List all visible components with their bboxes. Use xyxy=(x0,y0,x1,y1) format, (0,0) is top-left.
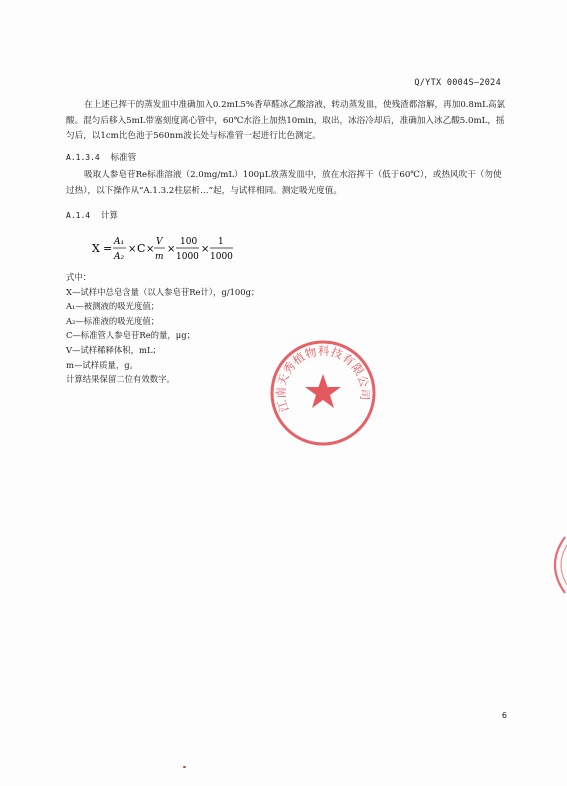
variable-definitions xyxy=(66,270,259,387)
fraction1-denominator: A₂ xyxy=(114,252,125,262)
times-sign: × xyxy=(128,244,137,255)
times-sign: × xyxy=(146,244,155,255)
section-number: A.1.4 xyxy=(66,211,91,220)
section-title: 标准管 xyxy=(110,153,137,163)
fraction4-numerator: 1 xyxy=(218,237,224,247)
standard-code: Q/YTX 0004S—2024 xyxy=(414,78,501,88)
result-note: 计算结果保留二位有效数字。 xyxy=(66,374,175,385)
definition-item: A₁—被测液的吸光度值； xyxy=(66,301,160,312)
ink-speck xyxy=(183,766,186,768)
star-icon xyxy=(305,374,341,408)
seal-text: 江南天秀植物科技有限公司 xyxy=(273,343,373,414)
page-number: 6 xyxy=(501,711,507,720)
paragraph-procedure: 在上述已挥干的蒸发皿中准确加入0.2mL5%香草醛冰乙酸溶液，转动蒸发皿，使残渣都溶解，再加0.8mL高氯酸。混匀后移入5mL带塞刻度离心管中，60℃水浴上加热10min，取出，冰浴冷却后，准确加入冰乙酸5.0mL，摇匀后，以1cm比色池于560nm波长处与标准管一起进行比色测定。 xyxy=(66,100,506,141)
formula-lhs: X xyxy=(92,242,100,255)
partial-seal-mark xyxy=(541,535,567,595)
formula-c: C xyxy=(137,242,146,255)
fraction4-denominator: 1000 xyxy=(210,252,233,262)
definitions-intro: 式中： xyxy=(66,272,92,282)
definition-item: C—标准管人参皂苷Re的量，μg； xyxy=(66,330,195,341)
section-title: 计算 xyxy=(100,211,119,221)
calculation-formula xyxy=(92,232,292,269)
company-seal-stamp xyxy=(268,338,378,448)
section-number: A.1.3.4 xyxy=(66,153,100,162)
fraction1-numerator: A₁ xyxy=(114,237,125,247)
formula-equals: = xyxy=(103,242,113,255)
times-sign: × xyxy=(167,244,176,255)
definition-item: V—试样稀释体积，mL； xyxy=(66,344,161,355)
fraction3-denominator: 1000 xyxy=(176,252,199,262)
paragraph-standard-tube: 吸取人参皂苷Re标准溶液（2.0mg/mL）100μL放蒸发皿中，放在水浴挥干（低于60℃），或热风吹干（勿使过热），以下操作从“A.1.3.2柱层析…”起，与试样相同。测定吸光度值。 xyxy=(66,170,502,196)
fraction2-denominator: m xyxy=(155,252,164,262)
fraction2-numerator: V xyxy=(156,237,163,247)
times-sign: × xyxy=(201,244,210,255)
definition-item: m—试样质量，g。 xyxy=(66,359,138,370)
section-heading-calculation xyxy=(66,209,118,221)
fraction3-numerator: 100 xyxy=(180,237,198,247)
definition-item: A₂—标准液的吸光度值； xyxy=(66,315,160,326)
definition-item: X—试样中总皂含量（以人参皂苷Re计），g/100g； xyxy=(66,286,260,297)
section-heading-standard-tube xyxy=(66,151,136,163)
formula-svg xyxy=(92,232,292,266)
